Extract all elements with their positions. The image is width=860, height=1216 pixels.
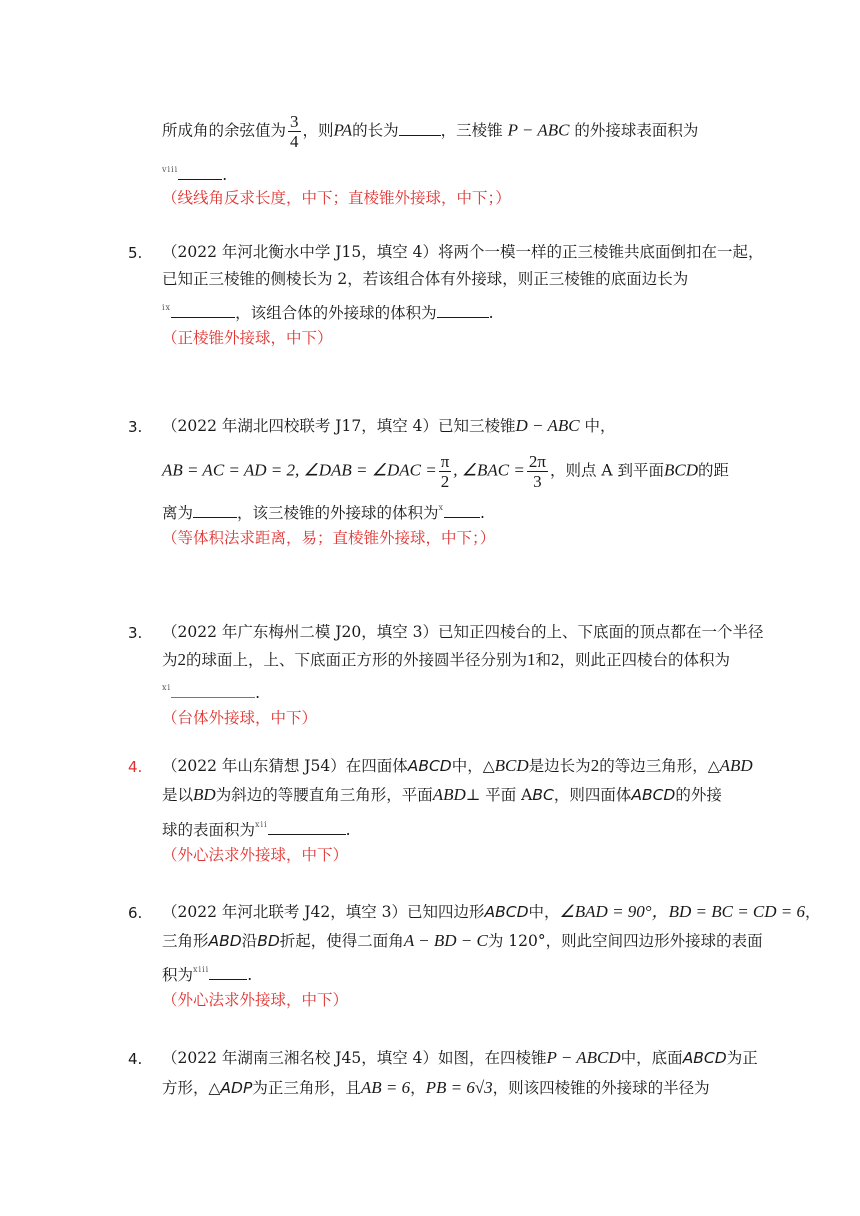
answer-blank <box>268 818 346 835</box>
fraction-numerator: π <box>440 452 450 471</box>
text: . <box>345 821 351 839</box>
fraction-numerator: 2π <box>528 452 546 471</box>
text: 为正三角形，且 <box>252 1079 361 1097</box>
question-number: 5. <box>128 244 143 262</box>
endnote-ref: ix <box>162 303 172 312</box>
math-number: 2 <box>177 650 187 669</box>
endnote-ref: xi <box>162 683 172 692</box>
difficulty-note: （外心法求外接球，中下） <box>162 991 349 1009</box>
difficulty-note: （正棱锥外接球，中下） <box>162 329 333 347</box>
difficulty-note: （等体积法求距离，易；直棱锥外接球，中下；） <box>162 529 496 547</box>
text: 是边长为 <box>528 757 591 775</box>
answer-blank <box>209 963 247 980</box>
q5-line-1 <box>162 900 821 924</box>
math-var: ABCD <box>631 786 676 804</box>
math-var: ABCD <box>407 757 452 775</box>
text: 沿 <box>241 932 258 950</box>
text: 离为 <box>162 504 194 522</box>
text: ，则 <box>302 121 334 140</box>
text: . <box>488 304 494 322</box>
math-number: 2 <box>590 756 600 775</box>
math-expr: AB = AC = AD = 2, ∠DAB = ∠DAC = <box>162 460 437 480</box>
q0-line-2 <box>162 158 227 187</box>
question-number: 6. <box>128 904 143 922</box>
q6-line-1 <box>162 1046 758 1070</box>
text: （2022 年湖北四校联考 J17，填空 4）已知三棱锥 <box>162 417 516 435</box>
fraction-denominator: 3 <box>533 472 542 491</box>
math-number: 2 <box>551 650 560 669</box>
fraction <box>527 452 548 491</box>
text: ，则此正四棱台的体积为 <box>559 651 731 669</box>
q1-line-3 <box>162 296 494 325</box>
question-number: 4. <box>128 758 143 776</box>
q4-line-1 <box>162 754 753 778</box>
q0-line-1 <box>162 112 698 151</box>
text: 中， <box>528 903 560 921</box>
text: 的外接 <box>675 786 722 804</box>
fraction-numerator: 3 <box>290 112 299 131</box>
text: ⊥ 平面 A <box>465 786 533 804</box>
q4-line-3 <box>162 813 351 842</box>
question-number: 3. <box>128 624 143 642</box>
q3-line-3 <box>162 676 260 705</box>
endnote-ref: xii <box>255 820 268 829</box>
text: 中，△ <box>451 757 495 775</box>
text: 和 <box>535 651 552 669</box>
fraction-denominator: 2 <box>440 472 450 491</box>
text: 为斜边的等腰直角三角形，平面 <box>215 786 433 804</box>
text: ，则该四棱锥的外接球的半径为 <box>492 1079 710 1097</box>
math-expr: D − ABC <box>515 416 580 435</box>
fraction <box>439 452 452 491</box>
math-var: ABCD <box>682 1049 727 1067</box>
q1-line-1: （2022 年河北衡水中学 J15，填空 4）将两个一模一样的正三棱锥共底面倒扣在一起， <box>162 243 764 261</box>
text: （2022 年河北联考 J42，填空 3）已知四边形 <box>162 903 485 921</box>
text: ，该三棱锥的外接球的体积为 <box>237 504 439 522</box>
answer-blank <box>171 681 255 698</box>
endnote-ref: viii <box>162 165 179 174</box>
q5-line-2 <box>162 929 763 953</box>
text: 所成角的余弦值为 <box>162 121 287 140</box>
text: ，则点 A 到平面 <box>549 461 665 480</box>
text: 的距 <box>698 461 730 480</box>
math-var: ABD <box>719 756 753 775</box>
text: 的等边三角形，△ <box>599 757 720 775</box>
math-expr: PB = 6√3 <box>425 1078 493 1097</box>
text: . <box>222 166 228 184</box>
text: ， <box>410 1079 426 1097</box>
text: 中， <box>584 417 616 435</box>
text: 方形，△ <box>162 1079 221 1097</box>
answer-blank <box>399 119 441 136</box>
text: 中，底面 <box>620 1049 683 1067</box>
text: . <box>480 504 485 522</box>
q4-line-2 <box>162 783 722 807</box>
q6-line-2 <box>162 1076 710 1100</box>
math-expr: ∠BAD = 90°，BD = BC = CD = 6 <box>559 902 806 921</box>
math-expr: P − ABCD <box>546 1048 621 1067</box>
answer-blank <box>178 163 222 180</box>
fraction-denominator: 4 <box>290 132 299 151</box>
text: ，该组合体的外接球的体积为 <box>235 304 437 322</box>
text: （2022 年湖南三湘名校 J45，填空 4）如图，在四棱锥 <box>162 1049 547 1067</box>
question-number: 3. <box>128 418 143 436</box>
text: ，则四面体 <box>553 786 632 804</box>
math-var: BCD <box>494 756 529 775</box>
text: . <box>247 966 253 984</box>
answer-blank <box>171 301 235 318</box>
text: ， <box>805 903 821 921</box>
fraction <box>288 112 301 151</box>
endnote-ref: xiii <box>193 965 210 974</box>
text: 的外接球表面积为 <box>574 121 699 140</box>
text: 是以 <box>162 786 194 804</box>
q3-line-2 <box>162 648 730 672</box>
text: 折起，使得二面角 <box>279 932 404 950</box>
math-var: ABCD <box>484 903 529 921</box>
math-var: BC <box>532 786 554 804</box>
math-var: BD <box>193 785 216 804</box>
text: 的长为 <box>352 121 399 140</box>
math-var: ADP <box>220 1079 253 1097</box>
text: 积为 <box>162 966 194 984</box>
q1-line-2: 已知正三棱锥的侧棱长为 2，若该组合体有外接球，则正三棱锥的底面边长为 <box>162 270 689 288</box>
q2-line-1 <box>162 414 616 438</box>
math-expr: AB = 6 <box>360 1078 411 1097</box>
text: . <box>255 684 261 702</box>
math-number: 1 <box>527 650 536 669</box>
difficulty-note: （外心法求外接球，中下） <box>162 846 349 864</box>
difficulty-note: （台体外接球，中下） <box>162 709 318 727</box>
math-var: ABD <box>208 932 242 950</box>
text: 球的表面积为 <box>162 821 256 839</box>
math-var: BCD <box>664 460 699 480</box>
q2-line-3 <box>162 496 485 525</box>
q3-line-1: （2022 年广东梅州二模 J20，填空 3）已知正四棱台的上、下底面的顶点都在一个半径 <box>162 623 764 641</box>
text: 为 <box>162 651 178 669</box>
answer-blank <box>193 501 237 518</box>
q2-line-2 <box>162 452 729 491</box>
text: 三角形 <box>162 932 209 950</box>
math-expr: P − ABC <box>507 120 570 140</box>
math-expr: , ∠BAC = <box>453 460 525 480</box>
text: （2022 年山东猜想 J54）在四面体 <box>162 757 408 775</box>
math-var: ABD <box>432 785 466 804</box>
text: 为 120°，则此空间四边形外接球的表面 <box>487 932 763 950</box>
answer-blank <box>437 301 489 318</box>
math-var: BD <box>257 932 280 950</box>
math-var: PA <box>333 120 353 140</box>
question-number: 4. <box>128 1050 143 1068</box>
q5-line-3 <box>162 958 252 987</box>
text: 为正 <box>726 1049 758 1067</box>
difficulty-note: （线线角反求长度，中下；直棱锥外接球，中下；） <box>162 189 511 207</box>
answer-blank <box>444 501 480 518</box>
endnote-ref: x <box>438 503 445 512</box>
text: 的球面上，上、下底面正方形的外接圆半径分别为 <box>186 651 528 669</box>
math-expr: A − BD − C <box>403 931 488 950</box>
text: ，三棱锥 <box>440 121 503 140</box>
